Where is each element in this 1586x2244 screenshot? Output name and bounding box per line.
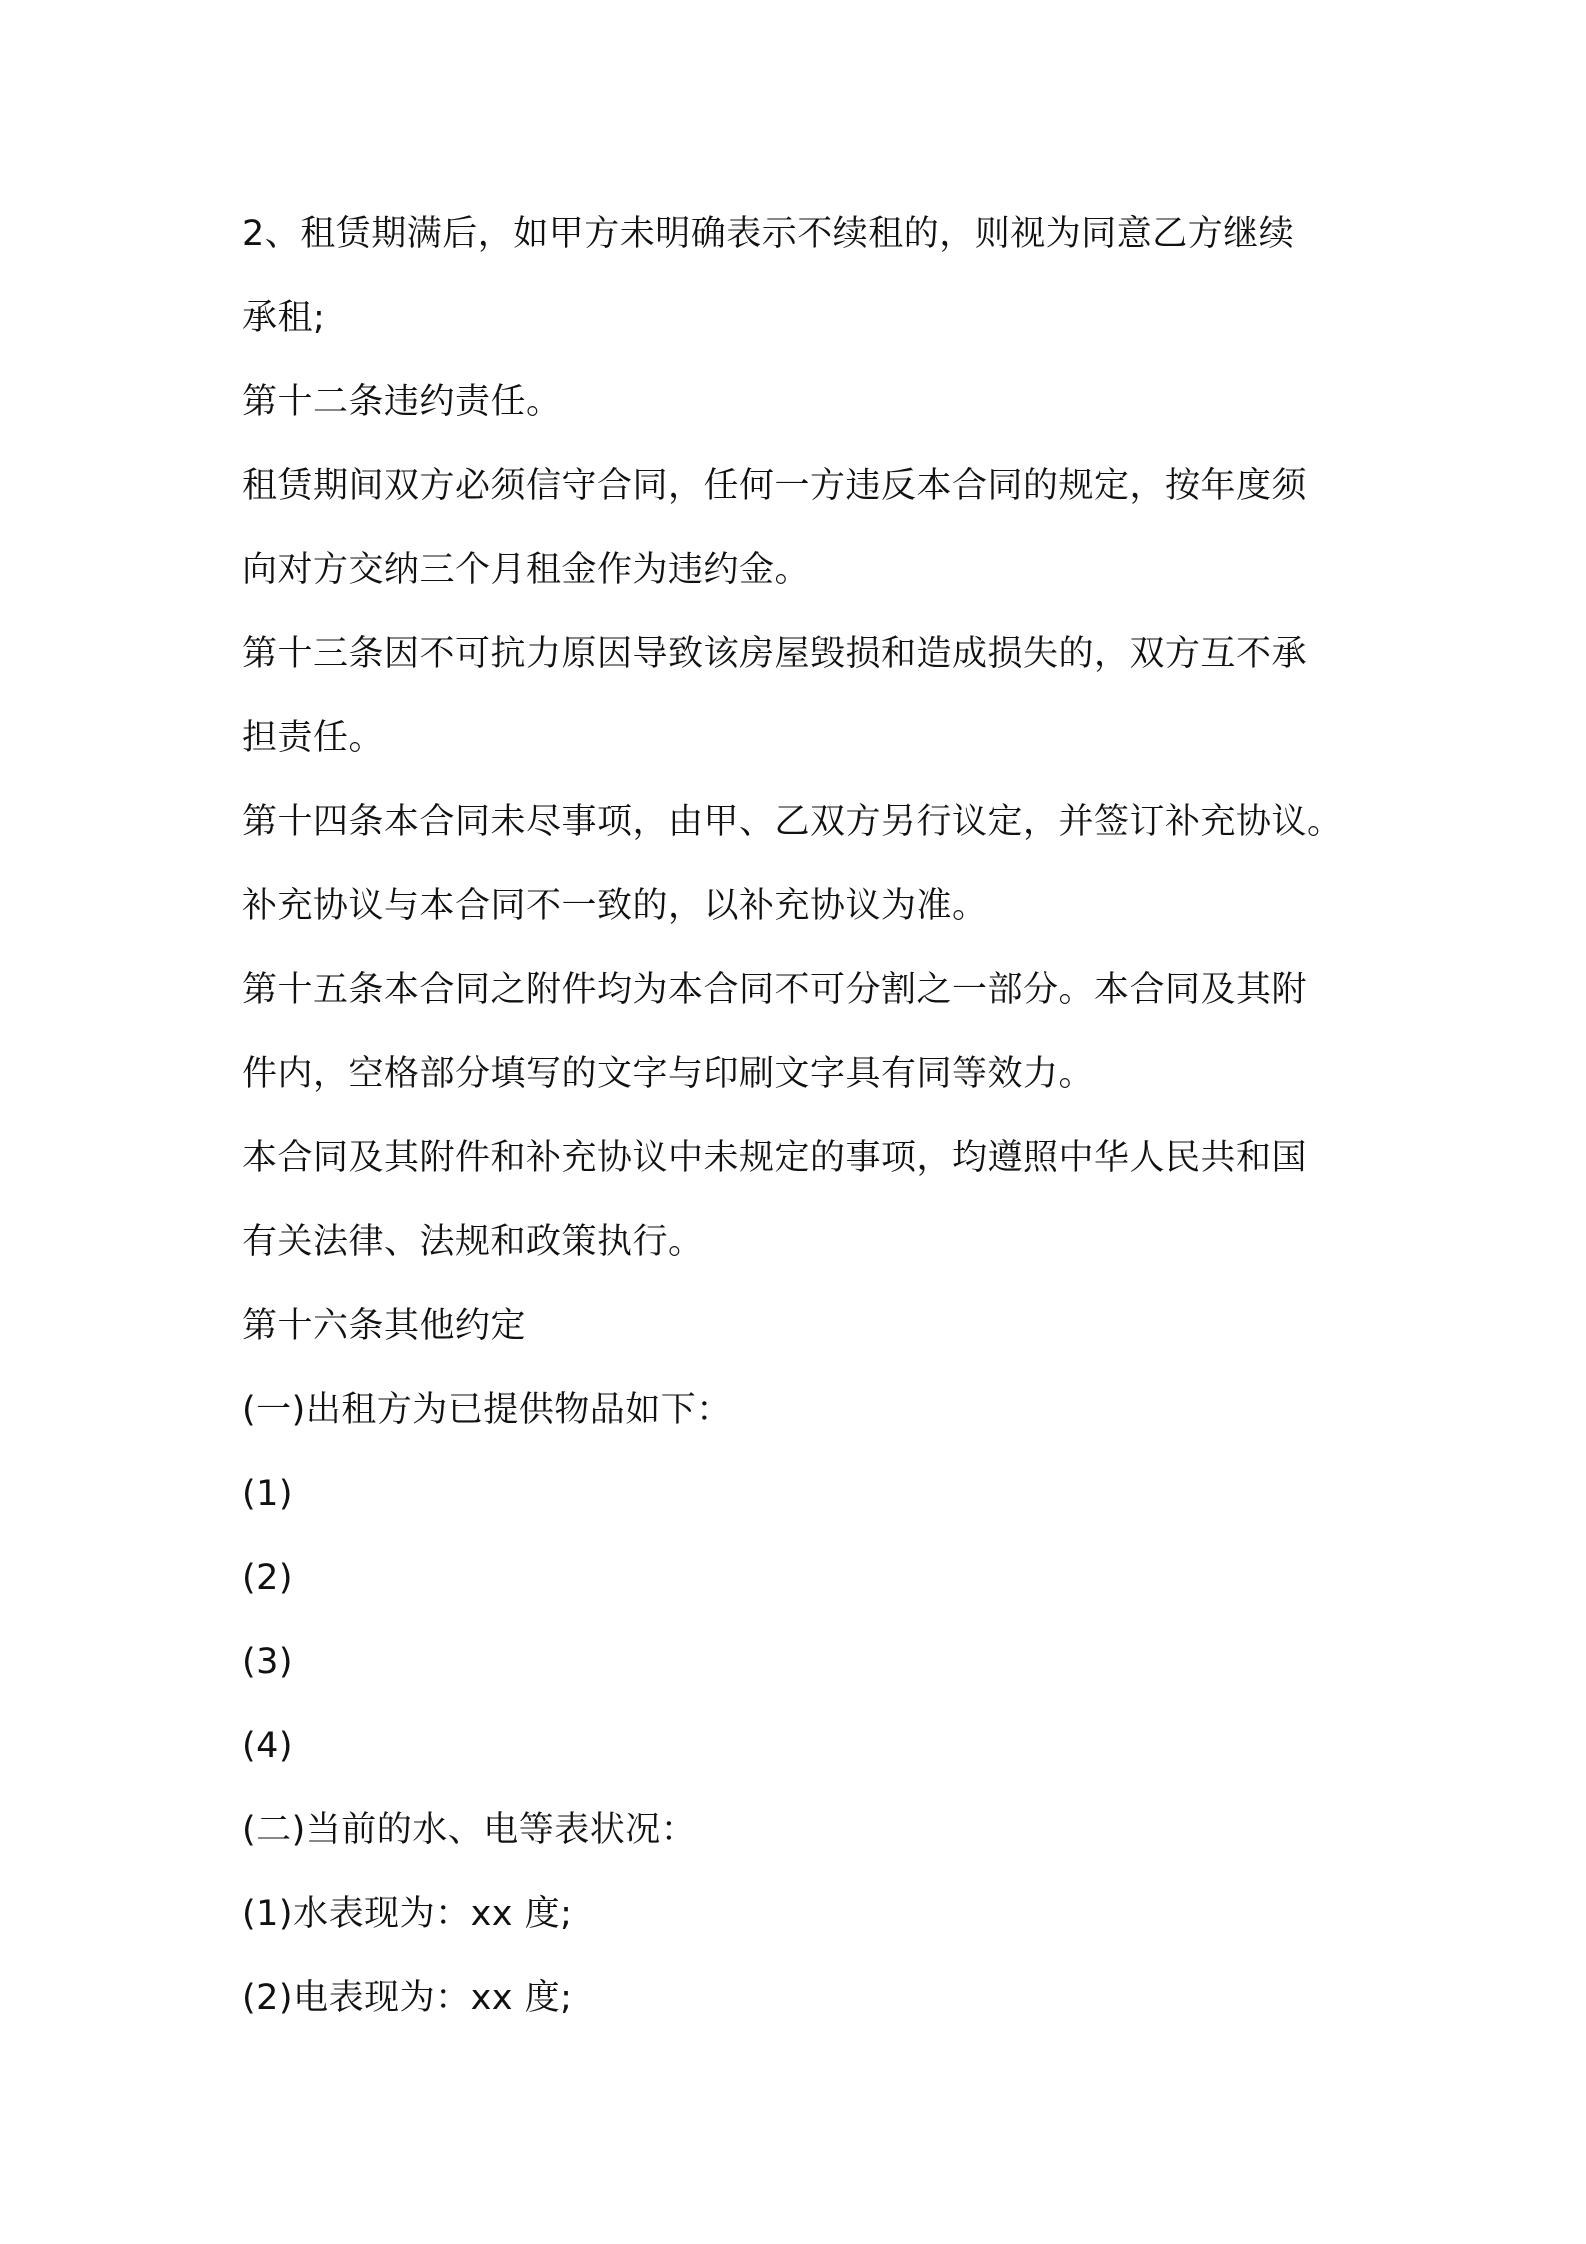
- text-line: 第十四条本合同未尽事项，由甲、乙双方另行议定，并签订补充协议。: [242, 802, 1343, 842]
- text-line: 本合同及其附件和补充协议中未规定的事项，均遵照中华人民共和国: [242, 1138, 1308, 1178]
- text-line: 租赁期间双方必须信守合同，任何一方违反本合同的规定，按年度须: [242, 466, 1308, 506]
- text-line: 补充协议与本合同不一致的，以补充协议为准。: [242, 886, 988, 926]
- document-body: [242, 192, 1362, 2040]
- section-heading: 第十二条违约责任。: [242, 382, 562, 422]
- text-line: 担责任。: [242, 718, 385, 758]
- section-heading: 第十六条其他约定: [242, 1306, 527, 1346]
- text-line: 第十五条本合同之附件均为本合同不可分割之一部分。本合同及其附: [242, 970, 1308, 1010]
- list-item: (4): [242, 1726, 294, 1766]
- list-item: (1): [242, 1474, 294, 1514]
- text-line: 承租;: [242, 298, 326, 338]
- list-item: (1)水表现为：xx 度;: [242, 1894, 573, 1934]
- list-item: (3): [242, 1642, 294, 1682]
- text-line: 件内，空格部分填写的文字与印刷文字具有同等效力。: [242, 1054, 1095, 1094]
- text-line: 2、租赁期满后，如甲方未明确表示不续租的，则视为同意乙方继续: [242, 214, 1295, 254]
- list-item: (2)电表现为：xx 度;: [242, 1978, 573, 2018]
- text-line: 有关法律、法规和政策执行。: [242, 1222, 704, 1262]
- text-line: 第十三条因不可抗力原因导致该房屋毁损和造成损失的，双方互不承: [242, 634, 1308, 674]
- list-heading: (一)出租方为已提供物品如下：: [242, 1390, 732, 1430]
- text-line: 向对方交纳三个月租金作为违约金。: [242, 550, 811, 590]
- list-item: (2): [242, 1558, 294, 1598]
- list-heading: (二)当前的水、电等表状况：: [242, 1810, 697, 1850]
